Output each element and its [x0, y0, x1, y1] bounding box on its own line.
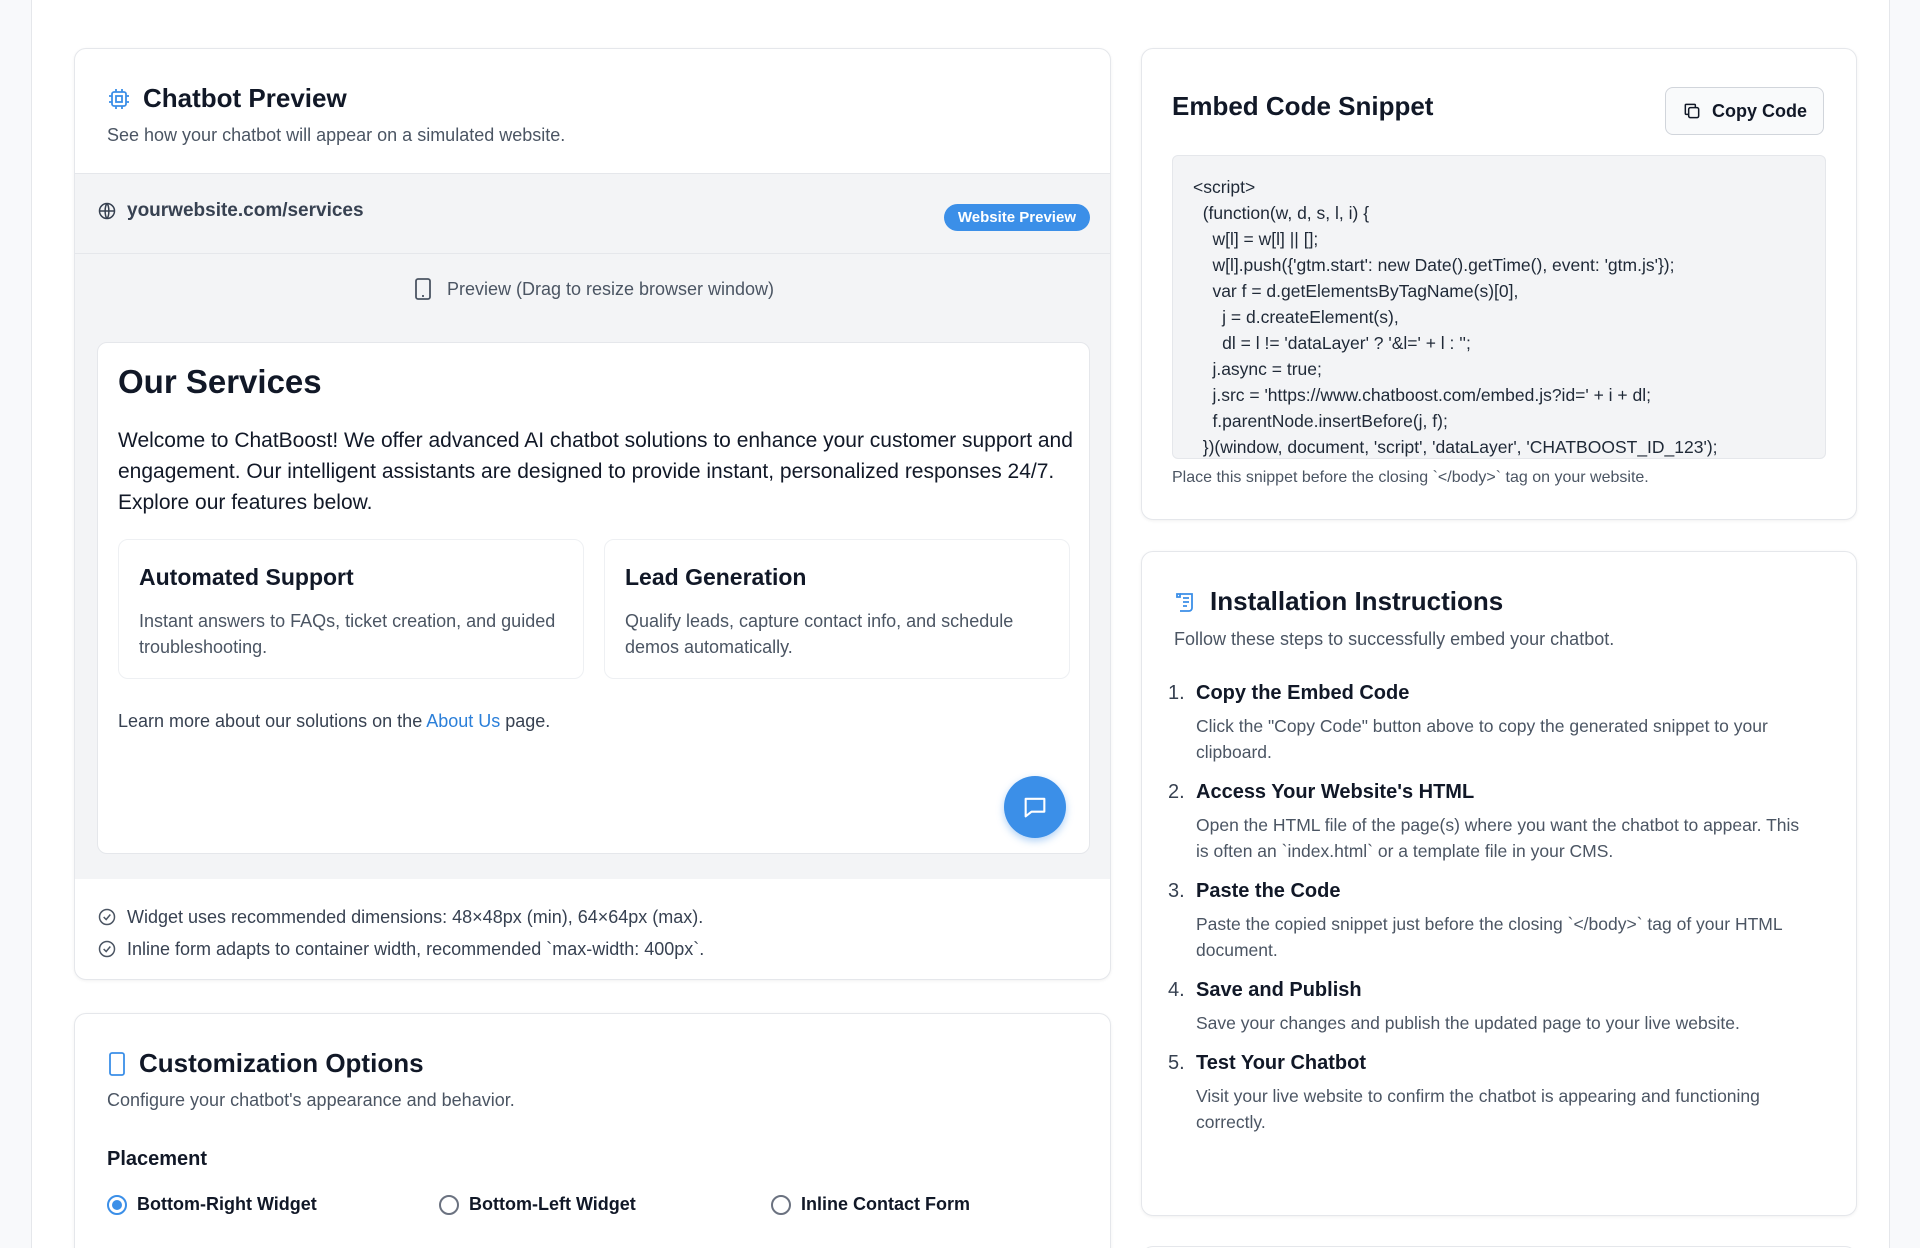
step-number: 5.: [1168, 1052, 1185, 1074]
about-us-link[interactable]: About Us: [426, 711, 501, 731]
copy-code-button[interactable]: [1665, 87, 1824, 135]
browser-url-bar: [75, 174, 1111, 254]
tablet-icon: [107, 1051, 127, 1077]
step-title: Copy the Embed Code: [1196, 682, 1410, 704]
copy-code-label: Copy Code: [1711, 100, 1807, 121]
radio-indicator[interactable]: [107, 1195, 127, 1215]
install-step: [1168, 979, 1838, 1036]
customization-header: [107, 1048, 424, 1079]
feature-desc: Qualify leads, capture contact info, and schedule demos automatically.: [625, 611, 1014, 657]
radio-label: Inline Contact Form: [801, 1194, 971, 1214]
website-preview-badge: Website Preview: [944, 204, 1090, 231]
radio-label: Bottom-Right Widget: [137, 1194, 317, 1214]
install-title: Installation Instructions: [1210, 586, 1504, 616]
feature-desc: Instant answers to FAQs, ticket creation, and guided troubleshooting.: [139, 611, 556, 657]
site-heading: Our Services: [118, 363, 322, 400]
radio-label: Bottom-Left Widget: [469, 1194, 636, 1214]
resize-hint[interactable]: [75, 254, 1111, 324]
feature-card-lead-generation: [604, 539, 1070, 679]
site-intro: Welcome to ChatBoost! We offer advanced AI chatbot solutions to enhance your customer support and engagement. Our intelligent assistants are designed to provide instant, personalized responses 24/7. Explore our features below.: [118, 429, 1073, 514]
step-desc: Save your changes and publish the updated page to your live website.: [1196, 1013, 1740, 1033]
check-circle-icon: [97, 907, 117, 927]
step-number: 4.: [1168, 979, 1185, 1001]
step-desc: Click the "Copy Code" button above to copy the generated snippet to your clipboard.: [1196, 716, 1768, 762]
preview-title: Chatbot Preview: [143, 83, 347, 113]
mobile-icon: [413, 277, 433, 301]
learn-suffix: page.: [500, 711, 551, 731]
radio-bottom-right[interactable]: [107, 1194, 317, 1215]
install-subtitle: Follow these steps to successfully embed your chatbot.: [1174, 629, 1615, 649]
note-text: Inline form adapts to container width, recommended `max-width: 400px`.: [127, 938, 705, 959]
install-steps: [1168, 682, 1838, 1151]
copy-icon: [1682, 101, 1702, 121]
embed-note: Place this snippet before the closing `</body>` tag on your website.: [1172, 469, 1649, 486]
install-step: [1168, 781, 1838, 864]
customization-title: Customization Options: [139, 1048, 424, 1078]
embed-code-card: [1141, 48, 1857, 520]
install-step: [1168, 880, 1838, 963]
code-text: <script> (function(w, d, s, l, i) { w[l] = w[l] || []; w[l].push({'gtm.start': new Date().getTime(), event: 'gtm.js'}); var f = d.getElementsByTagName(s)[0], j = d.createElement(s), dl = l != 'dataLayer' ? '&l=' + l : ''; j.async = true; j.src = 'https://www.chatboost.com/embed.js?id=' + i + dl; f.parentNode.insertBefore(j, f); })(window, document, 'script', 'dataLayer', 'CHATBOOST_ID_123');: [1193, 177, 1718, 457]
note-text: Widget uses recommended dimensions: 48×48px (min), 64×64px (max).: [127, 906, 704, 927]
code-block[interactable]: [1172, 155, 1826, 459]
step-title: Test Your Chatbot: [1196, 1052, 1366, 1074]
step-desc: Paste the copied snippet just before the closing `</body>` tag of your HTML document.: [1196, 914, 1782, 960]
install-step: [1168, 682, 1838, 765]
feature-title: Lead Generation: [625, 564, 807, 590]
step-number: 3.: [1168, 880, 1185, 902]
learn-more-text: [118, 711, 550, 732]
radio-inline-form[interactable]: [771, 1194, 970, 1215]
chat-bubble-icon: [1021, 793, 1049, 821]
placement-label: Placement: [107, 1148, 208, 1170]
simulated-website: [97, 342, 1090, 854]
feature-title: Automated Support: [139, 564, 354, 590]
radio-bottom-left[interactable]: [439, 1194, 636, 1215]
step-desc: Open the HTML file of the page(s) where you want the chatbot to appear. This is often an `index.html` or a template file in your CMS.: [1196, 815, 1800, 861]
browser-url: yourwebsite.com/services: [127, 200, 364, 221]
note-item: [97, 901, 704, 933]
preview-notes: [97, 901, 704, 965]
preview-subtitle: See how your chatbot will appear on a simulated website.: [107, 125, 566, 145]
resize-hint-text: Preview (Drag to resize browser window): [446, 278, 775, 299]
step-number: 2.: [1168, 781, 1185, 803]
chatbot-preview-card: [74, 48, 1111, 980]
simulated-browser[interactable]: [75, 173, 1111, 879]
feature-card-automated-support: [118, 539, 584, 679]
installation-card: [1141, 551, 1857, 1216]
chat-widget-button[interactable]: [1004, 776, 1066, 838]
customization-card: [74, 1013, 1111, 1248]
note-item: [97, 933, 704, 965]
step-title: Save and Publish: [1196, 979, 1362, 1001]
install-header: [1174, 586, 1503, 617]
learn-prefix: Learn more about our solutions on the: [118, 711, 427, 731]
customization-subtitle: Configure your chatbot's appearance and behavior.: [107, 1090, 515, 1110]
radio-indicator[interactable]: [771, 1195, 791, 1215]
step-title: Paste the Code: [1196, 880, 1341, 902]
install-step: [1168, 1052, 1838, 1135]
chip-icon: [107, 87, 131, 111]
step-title: Access Your Website's HTML: [1196, 781, 1475, 803]
check-circle-icon: [97, 939, 117, 959]
radio-indicator[interactable]: [439, 1195, 459, 1215]
embed-title: Embed Code Snippet: [1172, 91, 1434, 121]
step-number: 1.: [1168, 682, 1185, 704]
step-desc: Visit your live website to confirm the chatbot is appearing and functioning correctly.: [1196, 1086, 1760, 1132]
globe-icon: [97, 201, 117, 221]
scroll-icon: [1174, 590, 1198, 614]
preview-header: [107, 83, 347, 114]
